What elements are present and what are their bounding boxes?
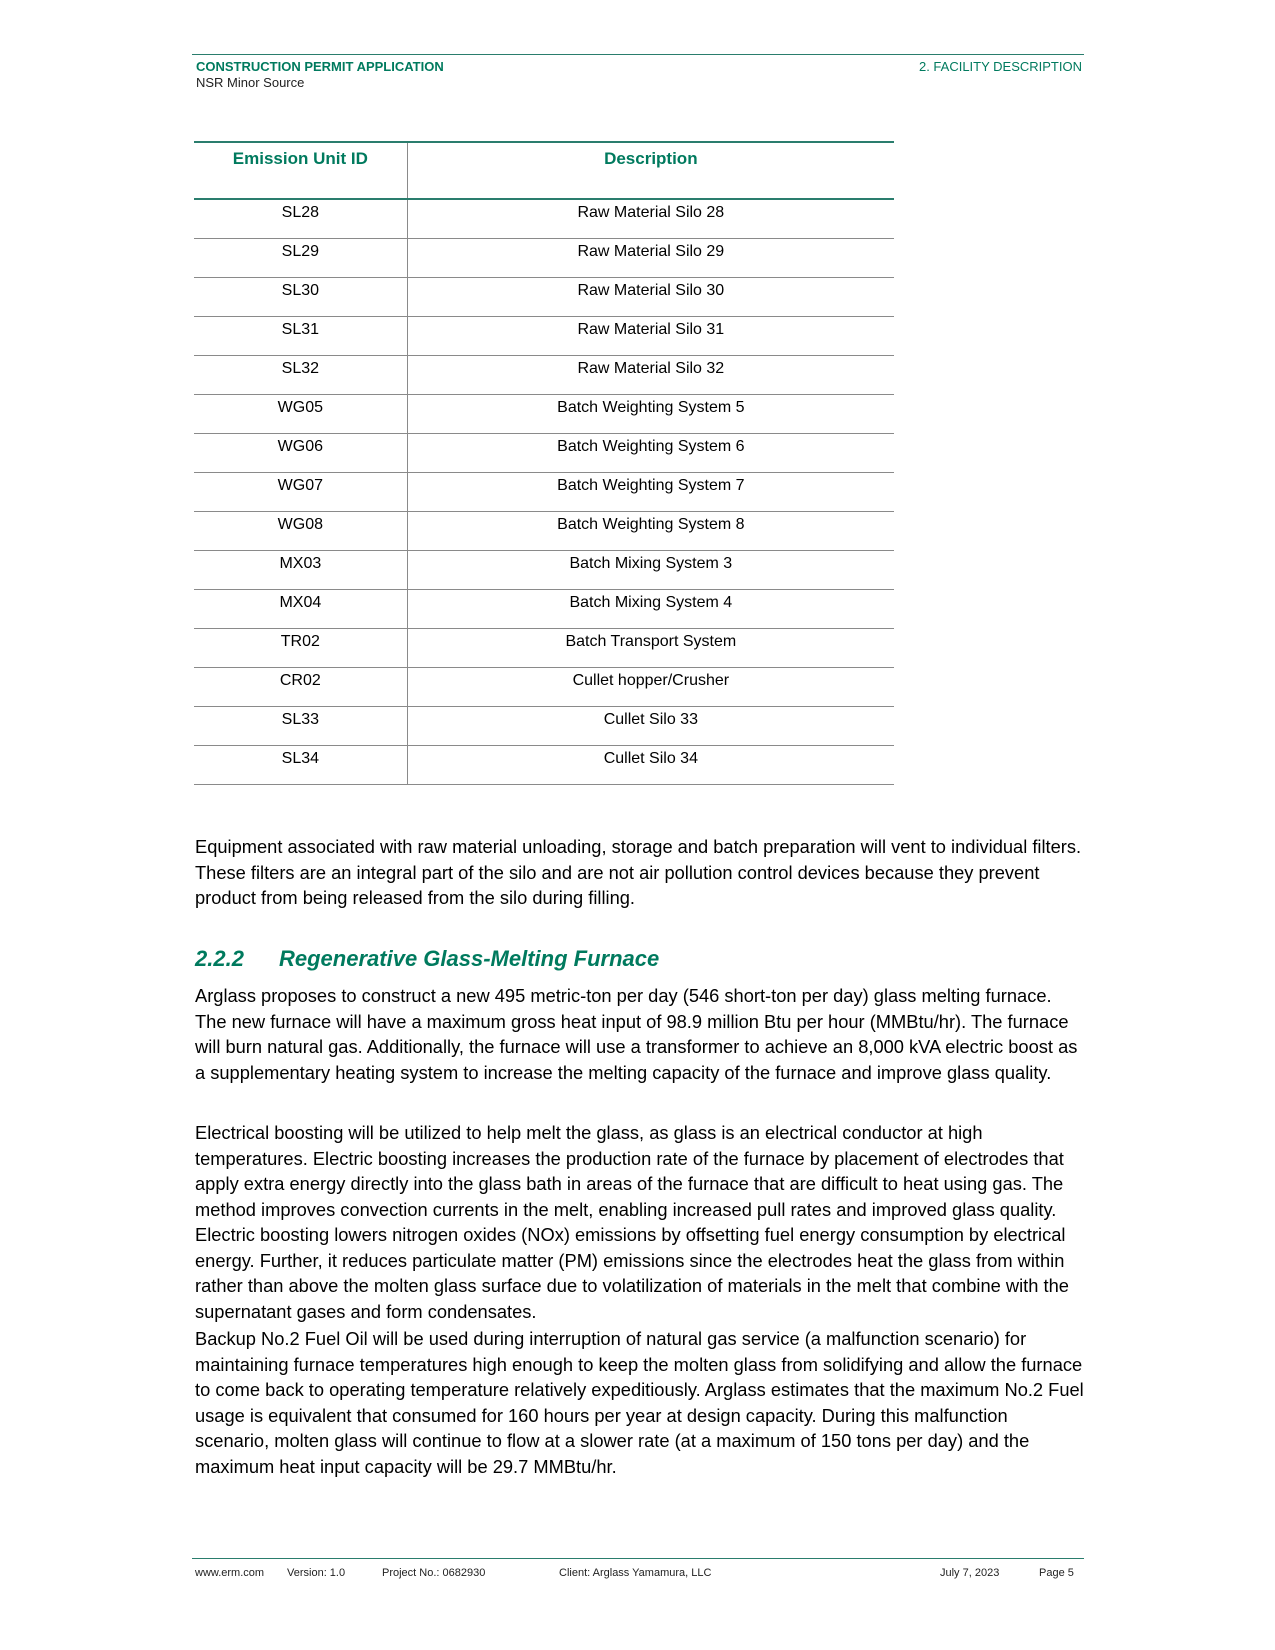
emission-unit-table <box>194 141 894 785</box>
table-row <box>194 199 894 238</box>
description-cell: Batch Weighting System 6 <box>407 433 894 472</box>
emission-unit-id-cell: SL30 <box>194 277 407 316</box>
emission-unit-id-cell: WG06 <box>194 433 407 472</box>
section-heading <box>195 946 659 972</box>
footer-client: Client: Arglass Yamamura, LLC <box>559 1567 712 1579</box>
header-section: 2. FACILITY DESCRIPTION <box>918 59 1082 74</box>
table-row <box>194 706 894 745</box>
emission-unit-id-cell: MX04 <box>194 589 407 628</box>
page-footer <box>192 1558 1084 1579</box>
table-row <box>194 238 894 277</box>
paragraph-fuel-oil: Backup No.2 Fuel Oil will be used during interruption of natural gas service (a malfunction scenario) for maintaining furnace temperatures high enough to keep the molten glass from solidifying and allow the furnace to come back to operating temperature relatively expeditiously. Arglass estimates that the maximum No.2 Fuel usage is equivalent that consumed for 160 hours per year at design capacity. During this malfunction scenario, molten glass will continue to flow at a slower rate (at a maximum of 150 tons per day) and the maximum heat input capacity will be 29.7 MMBtu/hr. <box>195 1328 1084 1477</box>
table-row <box>194 667 894 706</box>
table-row <box>194 589 894 628</box>
description-cell: Batch Mixing System 3 <box>407 550 894 589</box>
column-header-description: Description <box>407 142 894 199</box>
description-cell: Cullet Silo 34 <box>407 745 894 784</box>
table-row <box>194 316 894 355</box>
table-header-row <box>194 142 894 199</box>
table-row <box>194 433 894 472</box>
emission-unit-id-cell: WG08 <box>194 511 407 550</box>
emission-unit-id-cell: CR02 <box>194 667 407 706</box>
table-row <box>194 394 894 433</box>
footer-version: Version: 1.0 <box>287 1567 346 1579</box>
emission-unit-id-cell: SL31 <box>194 316 407 355</box>
emission-unit-id-cell: SL29 <box>194 238 407 277</box>
footer-date: July 7, 2023 <box>940 1567 1000 1579</box>
paragraph-electric-boost: Electrical boosting will be utilized to help melt the glass, as glass is an electrical conductor at high temperatures. Electric boosting increases the production rate of the furnace by placement of electrodes that apply extra energy directly into the glass bath in areas of the furnace that are difficult to heat using gas. The method improves convection currents in the melt, enabling increased pull rates and improved glass quality. Electric boosting lowers nitrogen oxides (NOx) emissions by offsetting fuel energy consumption by electrical energy. Further, it reduces particulate matter (PM) emissions since the electrodes heat the glass from within rather than above the molten glass surface due to volatilization of materials in the melt that combine with the supernatant gases and form condensates. <box>195 1122 1069 1322</box>
emission-unit-id-cell: SL32 <box>194 355 407 394</box>
description-cell: Raw Material Silo 30 <box>407 277 894 316</box>
section-title: Regenerative Glass-Melting Furnace <box>279 946 660 971</box>
table-row <box>194 277 894 316</box>
footer-page: Page 5 <box>1039 1567 1074 1579</box>
emission-unit-id-cell: TR02 <box>194 628 407 667</box>
table-row <box>194 511 894 550</box>
table-row <box>194 472 894 511</box>
table-row <box>194 355 894 394</box>
description-cell: Batch Weighting System 8 <box>407 511 894 550</box>
description-cell: Raw Material Silo 28 <box>407 199 894 238</box>
description-cell: Cullet hopper/Crusher <box>407 667 894 706</box>
description-cell: Batch Mixing System 4 <box>407 589 894 628</box>
header-subtitle: NSR Minor Source <box>196 75 305 90</box>
description-cell: Cullet Silo 33 <box>407 706 894 745</box>
footer-project: Project No.: 0682930 <box>382 1567 486 1579</box>
emission-unit-id-cell: MX03 <box>194 550 407 589</box>
section-number: 2.2.2 <box>195 946 244 971</box>
table-row <box>194 628 894 667</box>
footer-website: www.erm.com <box>195 1567 265 1579</box>
description-cell: Raw Material Silo 32 <box>407 355 894 394</box>
description-cell: Batch Weighting System 7 <box>407 472 894 511</box>
table-row <box>194 550 894 589</box>
table-row <box>194 745 894 784</box>
emission-unit-id-cell: SL28 <box>194 199 407 238</box>
emission-unit-id-cell: SL34 <box>194 745 407 784</box>
column-header-id: Emission Unit ID <box>194 142 407 199</box>
intro-paragraph: Equipment associated with raw material unloading, storage and batch preparation will vent to individual filters. These filters are an integral part of the silo and are not air pollution control devices because they prevent product from being released from the silo during filling. <box>195 836 1082 908</box>
paragraph-furnace: Arglass proposes to construct a new 495 metric-ton per day (546 short-ton per day) glass melting furnace. The new furnace will have a maximum gross heat input of 98.9 million Btu per hour (MMBtu/hr). The furnace will burn natural gas. Additionally, the furnace will use a transformer to achieve an 8,000 kVA electric boost as a supplementary heating system to increase the melting capacity of the furnace and improve glass quality. <box>195 985 1078 1083</box>
page-header <box>192 54 1084 90</box>
header-title: CONSTRUCTION PERMIT APPLICATION <box>196 59 444 74</box>
table-body <box>194 199 894 784</box>
description-cell: Batch Transport System <box>407 628 894 667</box>
emission-unit-id-cell: WG05 <box>194 394 407 433</box>
emission-unit-id-cell: SL33 <box>194 706 407 745</box>
description-cell: Raw Material Silo 29 <box>407 238 894 277</box>
description-cell: Batch Weighting System 5 <box>407 394 894 433</box>
description-cell: Raw Material Silo 31 <box>407 316 894 355</box>
emission-unit-id-cell: WG07 <box>194 472 407 511</box>
